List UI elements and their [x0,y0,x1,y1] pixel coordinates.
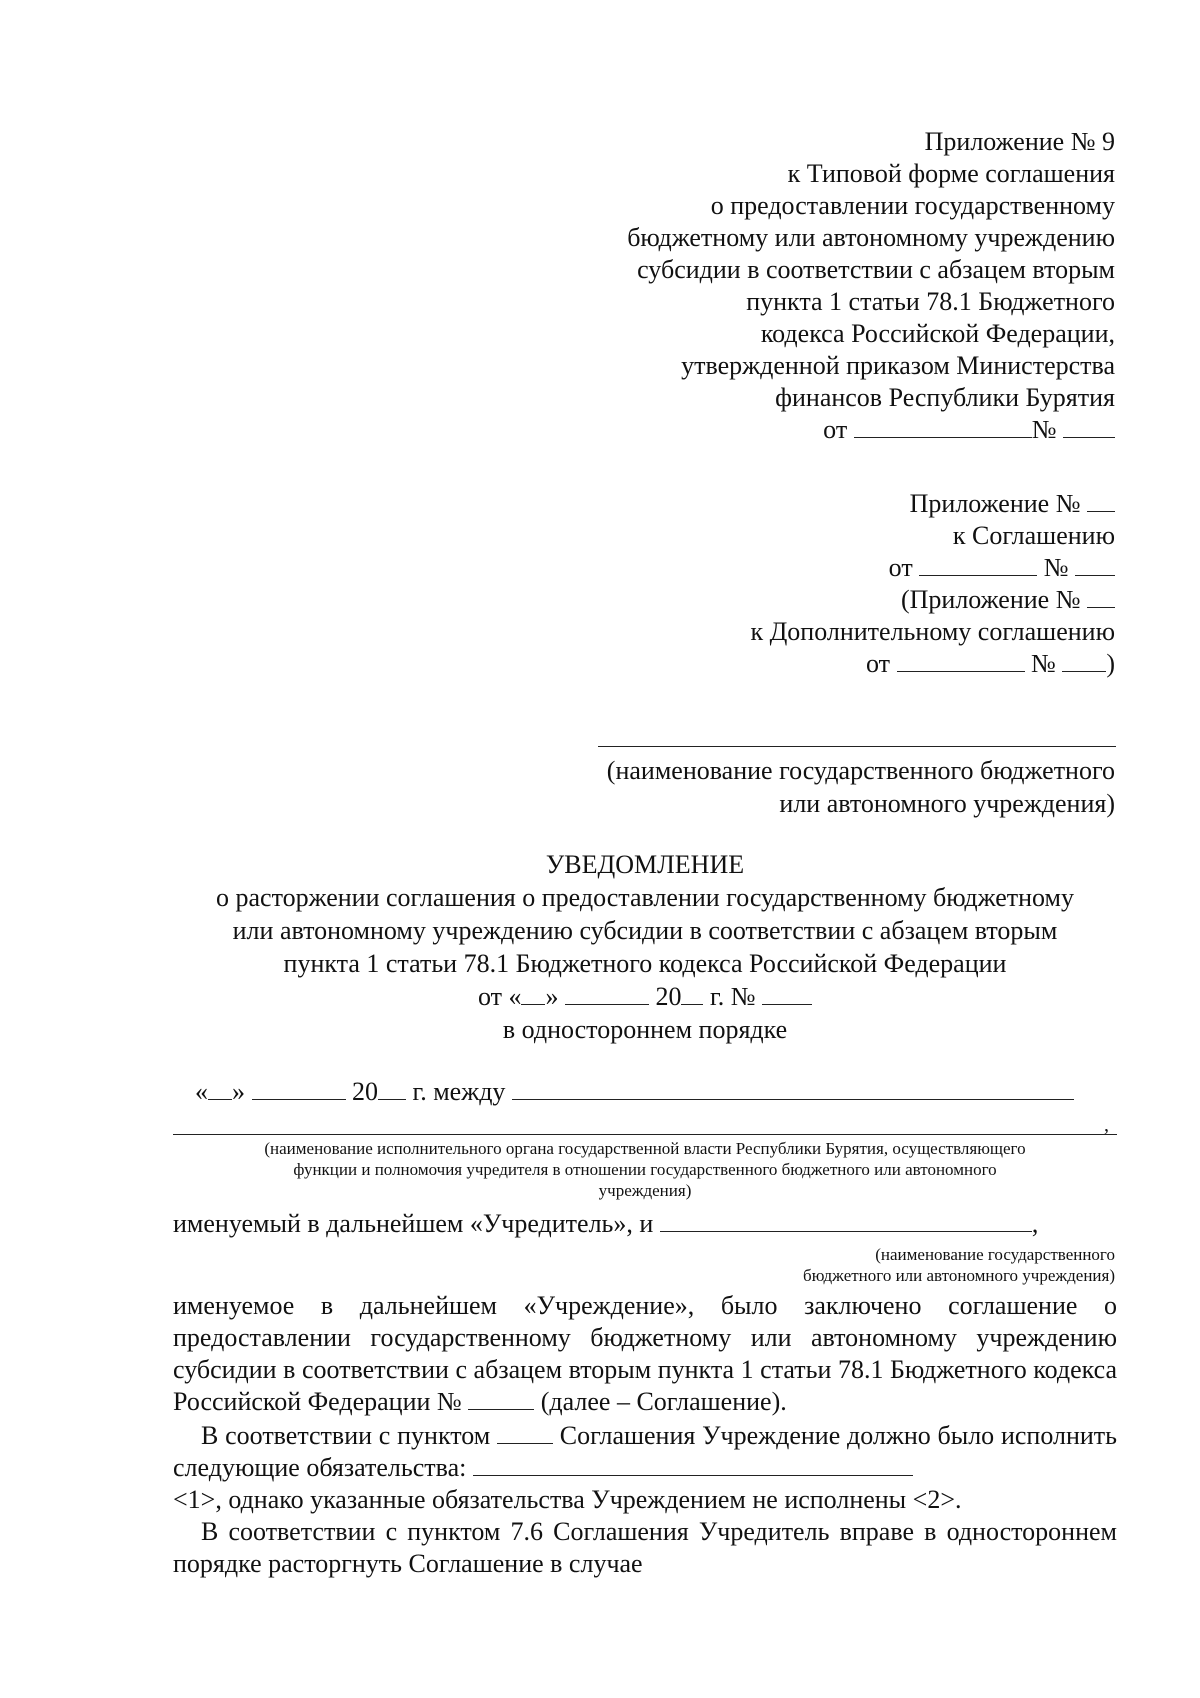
month-blank [252,1098,346,1100]
supplementary-appendix-line [750,584,1115,616]
number-blank [762,1003,812,1005]
number-label: № [1043,553,1069,582]
date-close-label: » [545,982,559,1011]
appendix-number-blank [1087,510,1115,512]
founder-caption-line: учреждения) [598,1181,692,1200]
number-blank [1062,670,1106,672]
between-label: г. между [412,1077,506,1106]
appendix-9-date-line [627,414,1115,446]
notice-title: УВЕДОМЛЕНИЕ [545,850,745,879]
day-blank [208,1098,232,1100]
notice-date-line [170,980,1120,1013]
appendix-9-line: пункта 1 статьи 78.1 Бюджетного [746,287,1115,316]
obligations-start: В соответствии с пунктом [201,1421,491,1450]
ot-label: от [823,415,848,444]
appendix-9-line: Приложение № 9 [924,127,1115,156]
appendix-number-line [750,488,1115,520]
appendix-9-line: бюджетному или автономному учреждению [627,223,1115,252]
agreement-date-line [750,552,1115,584]
number-label: г. № [709,982,756,1011]
supplementary-date-line [750,648,1115,680]
appendix-9-line: субсидии в соответствии с абзацем вторым [637,255,1115,284]
named-founder-text: именуемый в дальнейшем «Учредитель», и [173,1209,654,1238]
year-blank [378,1098,406,1100]
closing-paren: ) [1106,649,1115,678]
date-blank [919,574,1037,576]
founder-caption [173,1138,1117,1201]
agreement-paragraph-text: именуемое в дальнейшем «Учреждение», было заключено соглашение о предоставлении государственному бюджетному или автономному учреждению субсидии в соответствии с абзацем вторым пункта 1 статьи 78.1 Бюджетного кодекса Российской Федерации № [173,1291,1117,1416]
institution-caption-line: или автономного учреждения) [779,789,1115,818]
obligations-paragraph [173,1420,1117,1516]
notice-heading [170,848,1120,1046]
notice-subtitle-line: или автономному учреждению субсидии в соответствии с абзацем вторым [232,916,1058,945]
number-blank [1075,574,1115,576]
appendix-9-line: утвержденной приказом Министерства [681,351,1115,380]
year-blank [681,1003,703,1005]
number-label: № [1031,415,1057,444]
agreement-number-blank [468,1408,534,1410]
supplementary-appendix-label: (Приложение № [900,585,1081,614]
notice-subtitle-line: пункта 1 статьи 78.1 Бюджетного кодекса Российской Федерации [283,949,1007,978]
founder-name-blank [512,1098,1074,1100]
supplementary-agreement-line: к Дополнительному соглашению [750,617,1115,646]
agreement-paragraph-tail: (далее – Соглашение). [540,1387,787,1416]
appendix-9-line: к Типовой форме соглашения [787,159,1115,188]
date-open-label: « [195,1077,208,1106]
obligations-blank [473,1474,913,1476]
institution-name-blank [660,1230,1032,1232]
ot-label: от [888,553,913,582]
institution-caption-line: бюджетного или автономного учреждения) [803,1266,1115,1285]
named-founder-line: именуемый в дальнейшем «Учредитель», и , [173,1209,1039,1238]
appendix-number-label: Приложение № [909,489,1081,518]
number-label: № [1031,649,1056,678]
date-open-label: от « [477,982,522,1011]
to-agreement-line: к Соглашению [952,521,1115,550]
termination-text: В соответствии с пунктом 7.6 Соглашения Учредитель вправе в одностороннем порядке расторгнуть Соглашение в случае [173,1517,1117,1578]
appendix-agreement-header [750,488,1115,680]
comma-mark: , [1104,1114,1109,1136]
agreement-paragraph [173,1290,1117,1418]
founder-caption-line: (наименование исполнительного органа государственной власти Республики Бурятия, осуществляющего [264,1139,1026,1158]
day-blank [521,1003,545,1005]
obligations-unfulfilled: <1>, однако указанные обязательства Учреждением не исполнены <2>. [173,1485,962,1514]
unilateral-line: в одностороннем порядке [502,1015,788,1044]
date-blank [897,670,1025,672]
year-label: 20 [655,982,682,1011]
founder-name-line [173,1134,1117,1135]
number-blank [1063,436,1115,438]
institution-caption-line: (наименование государственного бюджетного [606,756,1115,785]
date-blank [854,436,1032,438]
institution-caption-small [803,1244,1115,1286]
year-label: 20 [352,1077,378,1106]
appendix-9-header [627,126,1115,446]
institution-caption [607,754,1115,820]
institution-name-line [598,746,1116,747]
month-blank [565,1003,649,1005]
appendix-9-line: о предоставлении государственному [710,191,1115,220]
agreement-parties-date-line [195,1076,1074,1108]
obligations-mid: Соглашения Учреждение должно было исполнить следующие обязательства: [173,1421,1118,1482]
appendix-9-line: кодекса Российской Федерации, [760,319,1115,348]
founder-caption-line: функции и полномочия учредителя в отношении государственного бюджетного или автономного [293,1160,997,1179]
termination-paragraph [173,1516,1117,1580]
appendix-9-line: финансов Республики Бурятия [775,383,1115,412]
clause-number-blank [497,1442,553,1444]
date-close-label: » [232,1077,245,1106]
notice-subtitle-line: о расторжении соглашения о предоставлении государственному бюджетному [216,883,1074,912]
institution-caption-line: (наименование государственного [875,1245,1115,1264]
appendix-number-blank [1087,606,1115,608]
ot-label: от [865,649,891,678]
